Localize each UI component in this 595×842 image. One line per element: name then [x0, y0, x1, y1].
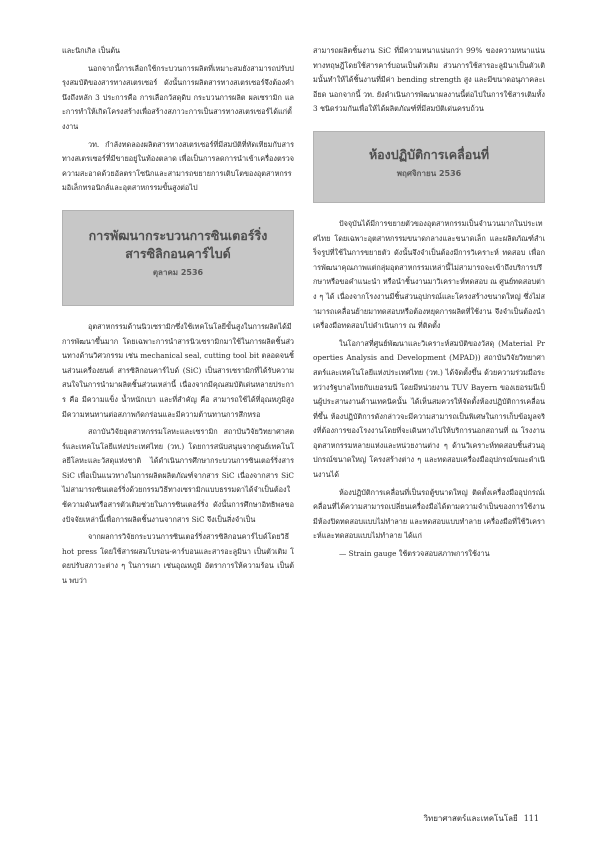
page-number: 111	[523, 814, 539, 823]
page-footer	[417, 812, 539, 825]
banner-title: ห้องปฏิบัติการเคลื่อนที่	[368, 146, 490, 162]
paragraph: จากผลการวิจัยกระบวนการซินเตอร์ริ่งสารซิลิกอนคาร์ไบด์โดยวิธี hot press โดยใช้สารผสมโบรอน-คาร์บอนและสารอะลูมินา เป็นตัวเติม โดยปรับสภาวะต่าง ๆ ในการเผา เช่นอุณหภูมิ อัตราการให้ความร้อน เป็นต้น พบว่า	[62, 532, 294, 586]
article-banner-sic	[62, 210, 294, 306]
paragraph: วท. กำลังทดลองผลิตสารทางสเตรเซอร์ที่มีสมบัติที่ทัดเทียมกับสารทางสเตรเซอร์ที่มีขายอยู่ในท้องตลาด เพื่อเป็นการลดการนำเข้าเครื่องตรวจความสะอาดด้วยอัลตราโซนิกและสามารถขยายการเติบโตของอุตสาหกรรมอิเล็กทรอนิกส์และอุตสาหกรรมขั้นสูงต่อไป	[62, 139, 294, 193]
paragraph: นอกจากนี้การเลือกใช้กระบวนการผลิตที่เหมาะสมยังสามารถปรับปรุงสมบัติของสารทางสเตรเซอร์ ดังนั้นการผลิตสารทางสเตรเซอร์จึงต้องคำนึงถึงหลัก 3 ประการคือ การเลือกวัสดุดิบ กระบวนการผลิต ผลเซรามิก และการทำให้เกิดโครงสร้างเพื่อสร้างสภาวะการเป็นสารทางสเตรเซอร์ได้แก่ตั้งงาน	[62, 63, 294, 131]
paragraph: และนิกเกิล เป็นต้น	[62, 46, 121, 55]
paragraph: ในโอกาสที่ศูนย์พัฒนาและวิเคราะห์สมบัติของวัสดุ (Material Properties Analysis and Development (MPAD)) สถาบันวิจัยวิทยาศาสตร์และเทคโนโลยีแห่งประเทศไทย (วท.) ได้จัดตั้งขึ้น ด้วยความร่วมมือระหว่างรัฐบาลไทยกับเยอรมนี โดยมีหน่วยงาน TUV Bayern ของเยอรมนีเป็นผู้ประสานงานด้านเทคนิคนั้น ได้เห็นสมควรให้จัดตั้งห้องปฏิบัติการเคลื่อนที่ขึ้น ห้องปฏิบัติการดังกล่าวจะมีความสามารถเป็นพิเศษในการเก็บข้อมูลจริงที่ต้องการของโรงงานโดยที่จะเดินทางไปให้บริการนอกสถานที่ ณ โรงงานอุตสาหกรรมหลายแห่งและหน่วยงานต่าง ๆ ด้านวิเคราะห์ทดสอบชิ้นส่วนอุปกรณ์ขนาดใหญ่ โครงสร้างต่าง ๆ และทดสอบเครื่องมืออุปกรณ์ขณะดำเนินงานได้	[313, 338, 545, 480]
paragraph: อุตสาหกรรมด้านนิวเซรามิกซึ่งใช้เทคโนโลยีขั้นสูงในการผลิตได้มีการพัฒนาขึ้นมาก โดยเฉพาะการนำสารนิวเซรามิกมาใช้ในการผลิตชิ้นส่วนทางด้านวิศวกรรม เช่น mechanical seal, cutting tool bit ตลอดจนชิ้นส่วนเครื่องยนต์ สารซิลิกอนคาร์ไบด์ (SiC) เป็นสารเซรามิกที่ได้รับความสนใจในการนำมาผลิตชิ้นส่วนเหล่านี้ เนื่องจากมีคุณสมบัติเด่นหลายประการ คือ มีความแข็ง น้ำหนักเบา และที่สำคัญ คือ สามารถใช้ได้ที่อุณหภูมิสูง มีความทนทานต่อสภาพกัดกร่อนและมีความต้านทานการสึกหรอ	[62, 321, 294, 419]
article-banner-mobile-lab	[313, 131, 545, 203]
paragraph: — Strain gauge ใช้ตรวจสอบสภาพการใช้งาน	[339, 549, 490, 559]
banner-title-line-1: การพัฒนากระบวนการซินเตอร์ริ่ง	[88, 227, 268, 243]
banner-title-line-2: สารซิลิกอนคาร์ไบด์	[125, 245, 231, 261]
paragraph: สามารถผลิตชิ้นงาน SiC ที่มีความหนาแน่นกว่า 99% ของความหนาแน่นทางทฤษฎีโดยใช้สารคาร์บอนเป็นตัวเติม ส่วนการใช้สารอะลูมินาเป็นตัวเติมนั้นทำให้ได้ชิ้นงานที่มีค่า bending strength สูง และมีขนาดอนุภาคละเอียด นอกจากนี้ วท. ยังดำเนินการพัฒนาผลงานนี้ต่อไปในการใช้สารเติมทั้ง 3 ชนิดร่วมกันเพื่อให้ได้ผลิตภัณฑ์ที่มีสมบัติเด่นครบถ้วน	[313, 46, 545, 114]
banner-date: พฤศจิกายน 2536	[396, 168, 462, 178]
journal-name: วิทยาศาสตร์และเทคโนโลยี	[423, 814, 518, 823]
right-column	[313, 44, 545, 565]
left-column	[62, 44, 294, 592]
banner-date: ตุลาคม 2536	[152, 267, 204, 277]
paragraph: ห้องปฏิบัติการเคลื่อนที่เป็นรถตู้ขนาดใหญ่ ติดตั้งเครื่องมืออุปกรณ์เคลื่อนที่ได้ความสามารถเปลี่ยนเครื่องมือได้ตามความจำเป็นของการใช้งาน มีห้องปิดทดสอบแบบไม่ทำลาย และทดสอบแบบทำลาย เครื่องมือที่ใช้วิเคราะห์และทดสอบแบบไม่ทำลาย ได้แก่	[313, 487, 545, 541]
paragraph: สถาบันวิจัยอุตสาหกรรมโลหะและเซรามิก สถาบันวิจัยวิทยาศาสตร์และเทคโนโลยีแห่งประเทศไทย (วท.) โดยการสนับสนุนจากศูนย์เทคโนโลยีโลหะและวัสดุแห่งชาติ ได้ดำเนินการศึกษากระบวนการซินเตอร์ริ่งสาร SiC เพื่อเป็นแนวทางในการผลิตผลิตภัณฑ์จากสาร SiC เนื่องจากสาร SiC ไม่สามารถซินเตอร์ริ่งด้วยกรรมวิธีทางเซรามิกแบบธรรมดาได้จำเป็นต้องใช้ความดันหรือสารตัวเติมช่วยในการซินเตอร์ริ่ง ดังนั้นการศึกษาอิทธิพลของปัจจัยเหล่านี้เพื่อการผลิตชิ้นงานจากสาร SiC จึงเป็นสิ่งจำเป็น	[62, 427, 294, 524]
paragraph: ปัจจุบันได้มีการขยายตัวของอุตสาหกรรมเป็นจำนวนมากในประเทศไทย โดยเฉพาะอุตสาหกรรมขนาดกลางและขนาดเล็ก และผลิตภัณฑ์สำเร็จรูปที่ใช้ในการขยายตัว ดังนั้นจึงจำเป็นต้องมีการวิเคราะห์ ทดสอบ เพื่อการพัฒนาคุณภาพแต่กลุ่มอุตสาหกรรมเหล่านี้ไม่สามารถจะเข้าถึงบริการปรึกษาหรือขอคำแนะนำ หรือนำชิ้นงานมาวิเคราะห์ทดสอบ ณ ศูนย์ทดสอบต่าง ๆ ได้ เนื่องจากโรงงานมีชิ้นส่วนอุปกรณ์และโครงสร้างขนาดใหญ่ ซึ่งไม่สามารถเคลื่อนย้ายมาทดสอบหรือต้องหยุดการผลิตที่ใช้งาน จึงจำเป็นต้องนำเครื่องมือทดสอบไปดำเนินการ ณ ที่ติดตั้ง	[313, 218, 545, 331]
